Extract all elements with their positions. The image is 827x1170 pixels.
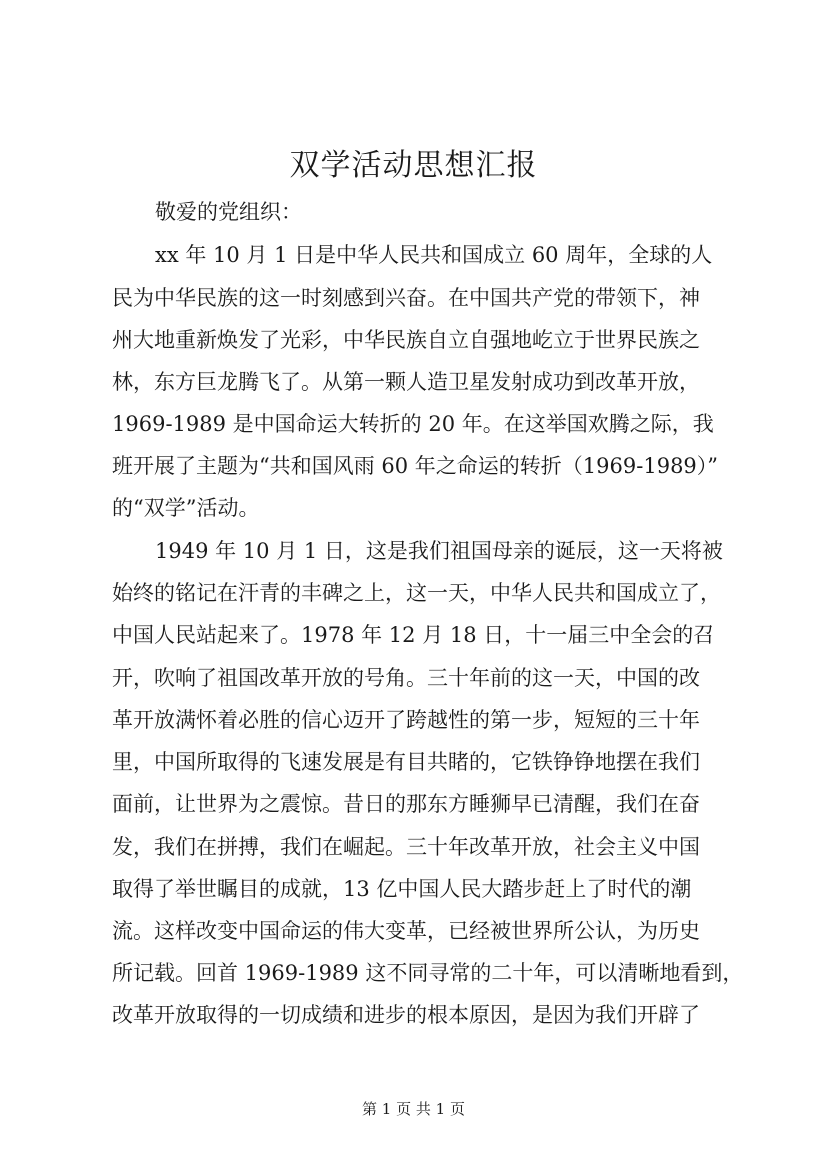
body-line: 开，吹响了祖国改革开放的号角。三十年前的这一天，中国的改 — [112, 666, 700, 690]
document-title: 双学活动思想汇报 — [289, 148, 538, 183]
body-line: 发，我们在拼搏，我们在崛起。三十年改革开放，社会主义中国 — [112, 835, 700, 859]
body-line: 改革开放取得的一切成绩和进步的根本原因，是因为我们开辟了 — [112, 1003, 700, 1027]
body-line: 的“双学”活动。 — [112, 496, 260, 520]
body-line: 流。这样改变中国命运的伟大变革，已经被世界所公认，为历史 — [112, 919, 700, 943]
body-line: 里，中国所取得的飞速发展是有目共睹的，它铁铮铮地摆在我们 — [112, 750, 700, 774]
body-line: 1949 年 10 月 1 日，这是我们祖国母亲的诞辰，这一天将被 — [155, 539, 723, 563]
body-line: 班开展了主题为“共和国风雨 60 年之命运的转折（1969-1989）” — [112, 454, 719, 478]
body-line: 林，东方巨龙腾飞了。从第一颗人造卫星发射成功到改革开放， — [112, 370, 700, 394]
body-line: 1969-1989 是中国命运大转折的 20 年。在这举国欢腾之际，我 — [112, 412, 714, 436]
salutation: 敬爱的党组织： — [155, 200, 302, 224]
body-line: 取得了举世瞩目的成就，13 亿中国人民大踏步赶上了时代的潮 — [112, 877, 692, 901]
body-line: 民为中华民族的这一时刻感到兴奋。在中国共产党的带领下，神 — [112, 286, 700, 310]
body-line: 所记载。回首 1969-1989 这不同寻常的二十年，可以清晰地看到， — [112, 961, 744, 985]
page-footer: 第 1 页 共 1 页 — [362, 1100, 465, 1118]
body-line: xx 年 10 月 1 日是中华人民共和国成立 60 周年，全球的人 — [155, 243, 713, 267]
body-line: 中国人民站起来了。1978 年 12 月 18 日，十一届三中全会的召 — [112, 623, 715, 647]
body-line: 始终的铭记在汗青的丰碑之上，这一天，中华人民共和国成立了， — [112, 581, 721, 605]
body-line: 州大地重新焕发了光彩，中华民族自立自强地屹立于世界民族之 — [112, 328, 700, 352]
body-line: 革开放满怀着必胜的信心迈开了跨越性的第一步，短短的三十年 — [112, 708, 700, 732]
body-line: 面前，让世界为之震惊。昔日的那东方睡狮早已清醒，我们在奋 — [112, 792, 700, 816]
